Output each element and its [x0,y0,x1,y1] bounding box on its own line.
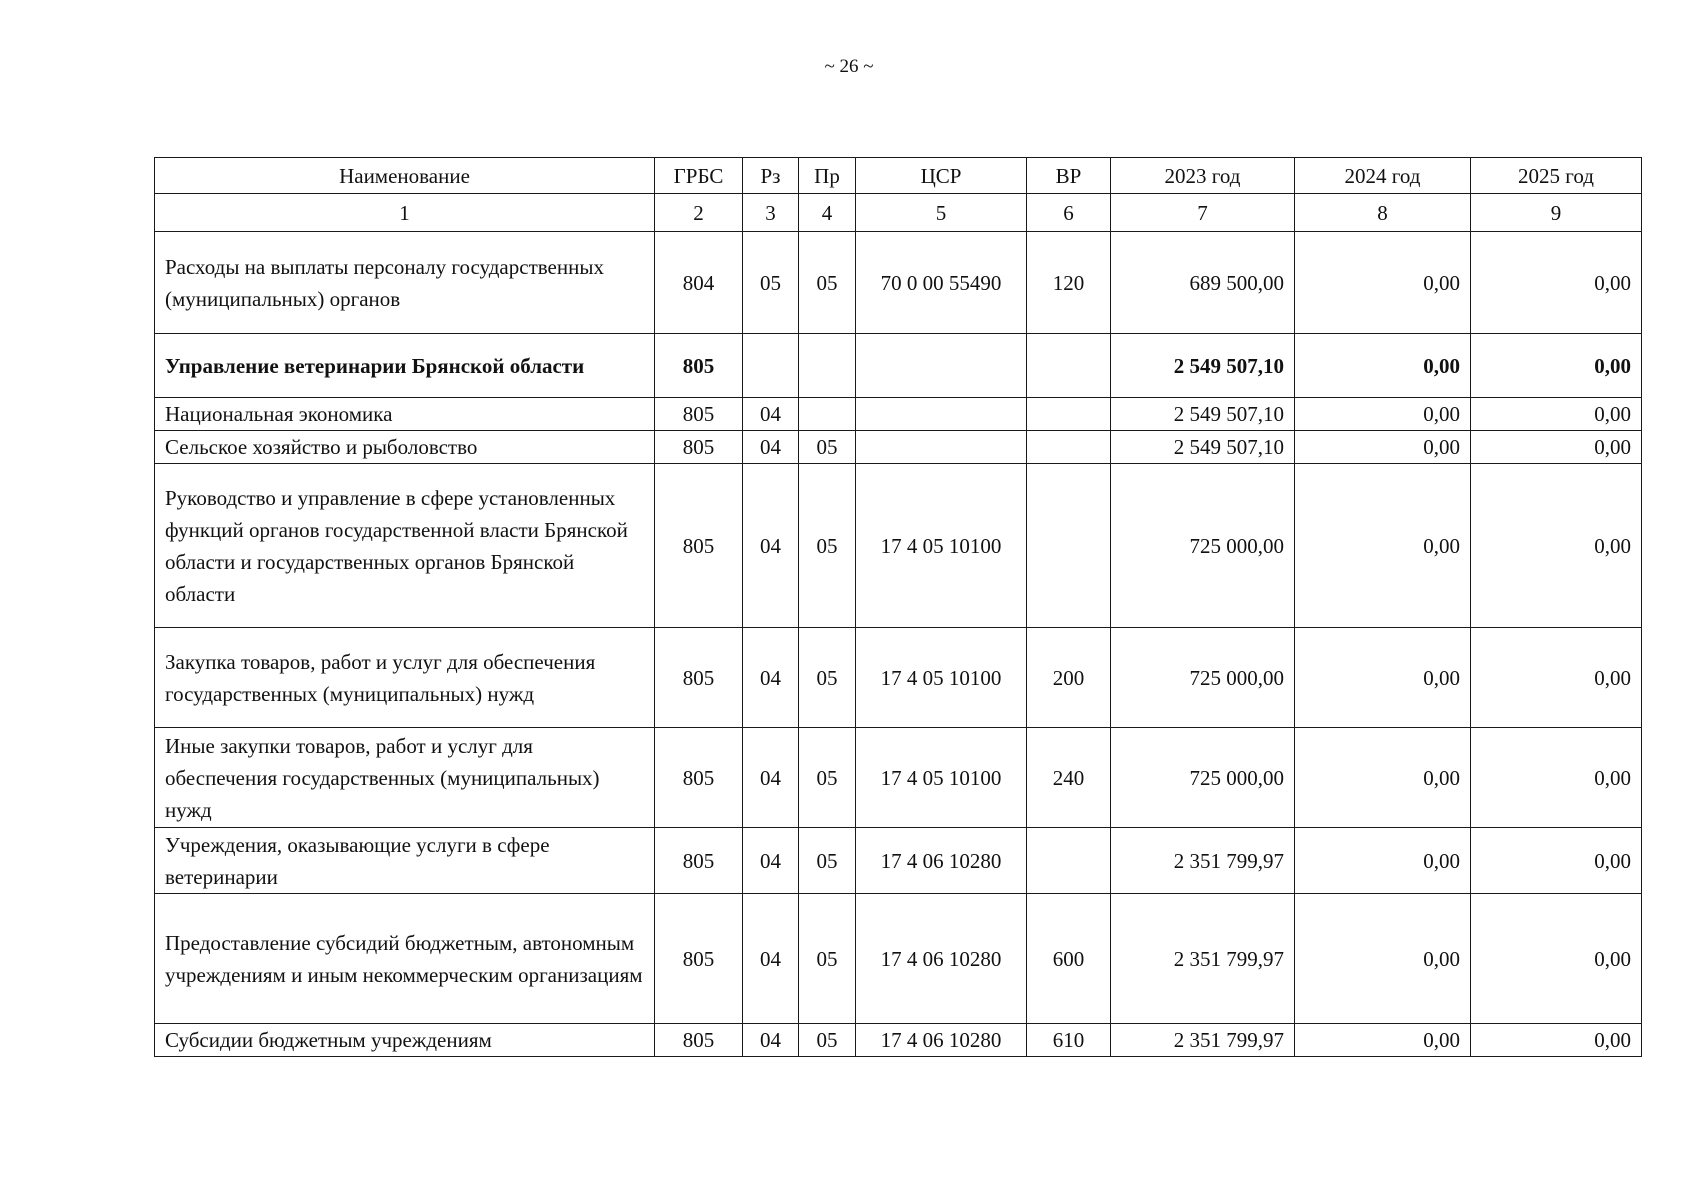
rz-cell: 04 [743,728,799,828]
header-2025: 2025 год [1471,158,1642,194]
table-row [155,431,1642,464]
table-row [155,398,1642,431]
column-number: 1 [155,194,655,232]
header-2024: 2024 год [1295,158,1471,194]
table-row [155,1024,1642,1057]
vr-cell: 120 [1027,232,1111,334]
row-name-cell: Закупка товаров, работ и услуг для обеспечения государственных (муниципальных) нужд [155,628,655,728]
csr-cell [856,431,1027,464]
row-name-cell: Иные закупки товаров, работ и услуг для обеспечения государственных (муниципальных) нужд [155,728,655,828]
rz-cell: 04 [743,431,799,464]
amount-2023-cell: 2 351 799,97 [1111,828,1295,894]
grbs-cell: 805 [655,1024,743,1057]
grbs-cell: 804 [655,232,743,334]
amount-2023-cell: 2 351 799,97 [1111,894,1295,1024]
grbs-cell: 805 [655,464,743,628]
row-name-cell: Руководство и управление в сфере установленных функций органов государственной власти Брянской области и государственных органов Брянской области [155,464,655,628]
vr-cell: 240 [1027,728,1111,828]
column-number: 7 [1111,194,1295,232]
vr-cell: 610 [1027,1024,1111,1057]
column-number: 6 [1027,194,1111,232]
csr-cell: 70 0 00 55490 [856,232,1027,334]
vr-cell [1027,828,1111,894]
rz-cell: 04 [743,1024,799,1057]
table-row [155,628,1642,728]
amount-2025-cell: 0,00 [1471,431,1642,464]
amount-2023-cell: 725 000,00 [1111,464,1295,628]
csr-cell: 17 4 06 10280 [856,828,1027,894]
table-body [155,232,1642,1057]
page-number: ~ 26 ~ [824,56,874,77]
amount-2023-cell: 725 000,00 [1111,728,1295,828]
grbs-cell: 805 [655,398,743,431]
row-name-cell: Учреждения, оказывающие услуги в сфере ветеринарии [155,828,655,894]
header-vr: ВР [1027,158,1111,194]
pr-cell: 05 [799,431,856,464]
amount-2023-cell: 2 549 507,10 [1111,334,1295,398]
csr-cell [856,398,1027,431]
column-number: 8 [1295,194,1471,232]
amount-2025-cell: 0,00 [1471,728,1642,828]
table-row [155,728,1642,828]
amount-2025-cell: 0,00 [1471,398,1642,431]
pr-cell [799,398,856,431]
amount-2024-cell: 0,00 [1295,828,1471,894]
amount-2024-cell: 0,00 [1295,728,1471,828]
vr-cell: 200 [1027,628,1111,728]
amount-2025-cell: 0,00 [1471,894,1642,1024]
pr-cell: 05 [799,728,856,828]
header-2023: 2023 год [1111,158,1295,194]
column-number: 9 [1471,194,1642,232]
amount-2025-cell: 0,00 [1471,628,1642,728]
rz-cell [743,334,799,398]
header-grbs: ГРБС [655,158,743,194]
row-name-cell: Управление ветеринарии Брянской области [155,334,655,398]
rz-cell: 04 [743,628,799,728]
amount-2024-cell: 0,00 [1295,464,1471,628]
amount-2023-cell: 2 351 799,97 [1111,1024,1295,1057]
amount-2024-cell: 0,00 [1295,628,1471,728]
amount-2024-cell: 0,00 [1295,894,1471,1024]
row-name-cell: Расходы на выплаты персоналу государственных (муниципальных) органов [155,232,655,334]
pr-cell: 05 [799,628,856,728]
vr-cell [1027,398,1111,431]
rz-cell: 04 [743,398,799,431]
pr-cell: 05 [799,464,856,628]
budget-table [154,157,1642,1057]
grbs-cell: 805 [655,728,743,828]
table-row [155,464,1642,628]
csr-cell: 17 4 05 10100 [856,728,1027,828]
row-name-cell: Национальная экономика [155,398,655,431]
grbs-cell: 805 [655,431,743,464]
grbs-cell: 805 [655,334,743,398]
amount-2024-cell: 0,00 [1295,1024,1471,1057]
amount-2025-cell: 0,00 [1471,464,1642,628]
pr-cell: 05 [799,232,856,334]
vr-cell [1027,431,1111,464]
vr-cell [1027,334,1111,398]
column-number: 3 [743,194,799,232]
amount-2023-cell: 2 549 507,10 [1111,431,1295,464]
amount-2023-cell: 2 549 507,10 [1111,398,1295,431]
row-name-cell: Предоставление субсидий бюджетным, автономным учреждениям и иным некоммерческим организациям [155,894,655,1024]
pr-cell [799,334,856,398]
column-number-row [155,194,1642,232]
amount-2025-cell: 0,00 [1471,334,1642,398]
header-name: Наименование [155,158,655,194]
column-number: 2 [655,194,743,232]
header-pr: Пр [799,158,856,194]
table-row [155,894,1642,1024]
grbs-cell: 805 [655,894,743,1024]
table-row [155,828,1642,894]
header-row [155,158,1642,194]
column-number: 4 [799,194,856,232]
amount-2024-cell: 0,00 [1295,431,1471,464]
table-row [155,334,1642,398]
csr-cell [856,334,1027,398]
header-csr: ЦСР [856,158,1027,194]
csr-cell: 17 4 05 10100 [856,464,1027,628]
pr-cell: 05 [799,1024,856,1057]
grbs-cell: 805 [655,828,743,894]
vr-cell [1027,464,1111,628]
vr-cell: 600 [1027,894,1111,1024]
rz-cell: 04 [743,894,799,1024]
rz-cell: 04 [743,828,799,894]
table-row [155,232,1642,334]
amount-2025-cell: 0,00 [1471,1024,1642,1057]
pr-cell: 05 [799,894,856,1024]
amount-2025-cell: 0,00 [1471,232,1642,334]
grbs-cell: 805 [655,628,743,728]
pr-cell: 05 [799,828,856,894]
header-rz: Рз [743,158,799,194]
rz-cell: 05 [743,232,799,334]
rz-cell: 04 [743,464,799,628]
csr-cell: 17 4 06 10280 [856,894,1027,1024]
row-name-cell: Субсидии бюджетным учреждениям [155,1024,655,1057]
amount-2023-cell: 689 500,00 [1111,232,1295,334]
amount-2023-cell: 725 000,00 [1111,628,1295,728]
row-name-cell: Сельское хозяйство и рыболовство [155,431,655,464]
csr-cell: 17 4 06 10280 [856,1024,1027,1057]
amount-2025-cell: 0,00 [1471,828,1642,894]
csr-cell: 17 4 05 10100 [856,628,1027,728]
amount-2024-cell: 0,00 [1295,398,1471,431]
column-number: 5 [856,194,1027,232]
amount-2024-cell: 0,00 [1295,334,1471,398]
amount-2024-cell: 0,00 [1295,232,1471,334]
